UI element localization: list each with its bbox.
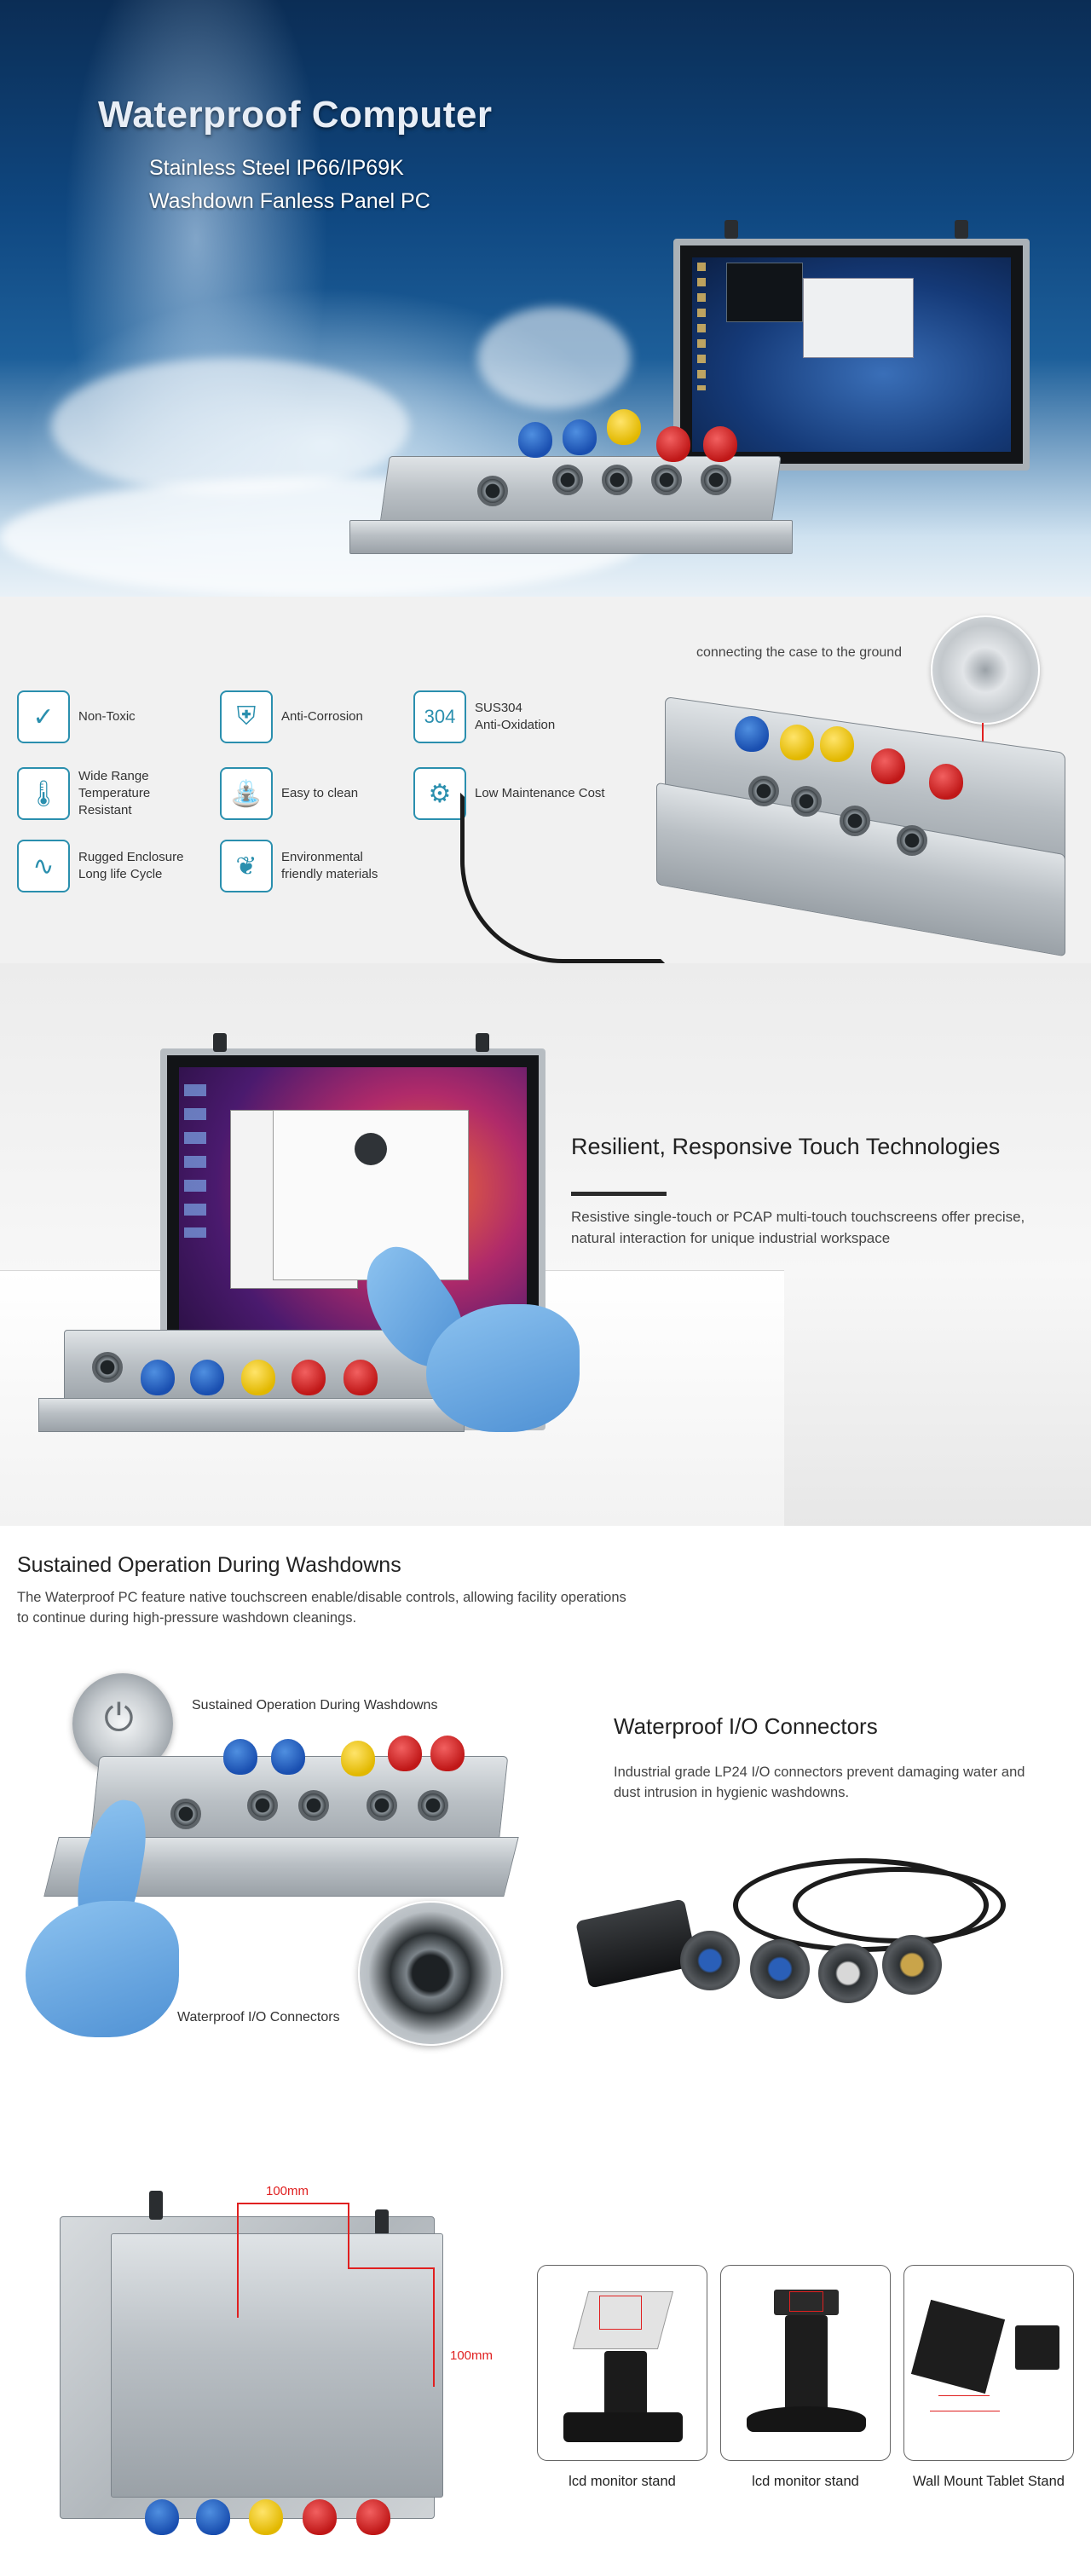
feature-non-toxic	[17, 690, 136, 743]
red-port-cap	[929, 764, 963, 800]
feature-label: Easy to clean	[281, 786, 359, 800]
stand-label-1: lcd monitor stand	[569, 2474, 676, 2489]
water-splash	[51, 358, 409, 494]
spray-icon: ⛲	[220, 767, 273, 820]
desktop-icons	[697, 263, 706, 390]
gear-dollar-icon: ⚙	[413, 767, 466, 820]
red-port-cap	[656, 426, 690, 462]
red-port-cap	[356, 2499, 390, 2535]
mounting-section	[0, 2131, 1091, 2576]
stand-card-2[interactable]	[720, 2265, 891, 2461]
about-window	[273, 1110, 469, 1280]
title-divider	[571, 1192, 667, 1196]
stand-base	[563, 2412, 683, 2442]
dimension-line	[938, 2395, 990, 2396]
gloved-hand	[26, 1901, 179, 2037]
blue-port-cap	[145, 2499, 179, 2535]
wall-mount-bracket	[1015, 2325, 1059, 2370]
waterproof-port	[897, 825, 927, 856]
check-shield-icon: ✓	[17, 690, 70, 743]
features-section	[0, 597, 1091, 963]
feature-easy-clean	[220, 767, 358, 820]
dimension-line	[348, 2203, 349, 2269]
curve-chart-icon: ∿	[17, 840, 70, 892]
yellow-port-cap	[780, 725, 814, 760]
antenna-knob	[213, 1033, 227, 1052]
wall-mount-plate	[911, 2300, 1005, 2394]
antenna-knob	[955, 220, 968, 239]
lp24-connector	[680, 1931, 740, 1990]
yellow-port-cap	[607, 409, 641, 445]
connectors-section	[0, 1654, 1091, 2131]
terminal-window	[726, 263, 803, 322]
os-logo-icon	[355, 1133, 387, 1165]
yellow-port-cap	[249, 2499, 283, 2535]
feature-rugged	[17, 840, 183, 892]
waterproof-port	[367, 1790, 397, 1821]
red-port-cap	[292, 1360, 326, 1395]
blue-port-cap	[563, 419, 597, 455]
stand-base	[747, 2406, 866, 2432]
waterproof-port	[247, 1790, 278, 1821]
red-port-cap	[303, 2499, 337, 2535]
blue-port-cap	[518, 422, 552, 458]
dimension-line	[433, 2267, 435, 2387]
blue-port-cap	[141, 1360, 175, 1395]
stand-card-1[interactable]	[537, 2265, 707, 2461]
stand-label-3: Wall Mount Tablet Stand	[913, 2474, 1065, 2489]
vesa-pattern	[789, 2291, 823, 2312]
blue-port-cap	[196, 2499, 230, 2535]
stand-card-3[interactable]	[903, 2265, 1074, 2461]
feature-anti-corrosion	[220, 690, 363, 743]
rear-cover	[111, 2233, 443, 2498]
dimension-line	[237, 2203, 239, 2318]
waterproof-port	[418, 1790, 448, 1821]
waterproof-port	[791, 786, 822, 817]
waterproof-port	[651, 465, 682, 495]
waterproof-port	[552, 465, 583, 495]
hero-subtitle-line2: Washdown Fanless Panel PC	[149, 189, 430, 213]
hero-subtitle-line1: Stainless Steel IP66/IP69K	[149, 156, 404, 180]
connector-callout: Waterproof I/O Connectors	[177, 2010, 340, 2024]
io-title: Waterproof I/O Connectors	[614, 1713, 878, 1739]
ground-callout: connecting the case to the ground	[696, 645, 903, 660]
touch-section	[0, 963, 1091, 1526]
feature-label: Environmental friendly materials	[281, 850, 378, 881]
cable-bundle	[793, 1867, 1006, 1944]
waterproof-port	[92, 1352, 123, 1383]
ground-screw-closeup	[931, 615, 1040, 725]
waterproof-port	[701, 465, 731, 495]
washdown-callout: Sustained Operation During Washdowns	[192, 1698, 438, 1713]
dimension-line	[348, 2267, 435, 2269]
waterproof-port	[748, 776, 779, 806]
stand-arm	[604, 2351, 647, 2419]
hero-title: Waterproof Computer	[98, 94, 493, 136]
waterproof-port	[602, 465, 632, 495]
vesa-width-label: 100mm	[266, 2184, 309, 2198]
feature-label: Anti-Corrosion	[281, 709, 363, 724]
waterproof-port	[298, 1790, 329, 1821]
dimension-line	[237, 2203, 349, 2204]
antenna-knob	[375, 2209, 389, 2235]
feature-label: Low Maintenance Cost	[475, 786, 605, 800]
feature-label: Non-Toxic	[78, 709, 136, 724]
yellow-port-cap	[820, 726, 854, 762]
blue-port-cap	[190, 1360, 224, 1395]
shield-drops-icon: ⛨	[220, 690, 273, 743]
blue-port-cap	[223, 1739, 257, 1775]
io-description: Industrial grade LP24 I/O connectors prevent damaging water and dust intrusion in hygienic washdowns.	[614, 1765, 1025, 1800]
waterproof-port	[477, 476, 508, 506]
antenna-knob	[724, 220, 738, 239]
mounting-flange	[349, 520, 793, 554]
water-splash	[477, 307, 631, 409]
feature-label: SUS304 Anti-Oxidation	[475, 701, 556, 732]
vesa-height-label: 100mm	[450, 2348, 494, 2363]
mounting-flange	[38, 1398, 465, 1432]
red-port-cap	[871, 748, 905, 784]
waterproof-port	[840, 806, 870, 836]
feature-environmental	[220, 840, 378, 892]
feature-label: Wide Range Temperature Resistant	[78, 769, 151, 817]
connector-closeup	[358, 1901, 503, 2046]
stand-label-2: lcd monitor stand	[752, 2474, 859, 2489]
blue-port-cap	[735, 716, 769, 752]
lp24-connector	[750, 1939, 810, 1999]
vesa-pattern	[599, 2296, 642, 2330]
touch-description: Resistive single-touch or PCAP multi-touch touchscreens offer precise, natural interaction for unique industrial workspace	[571, 1209, 1025, 1246]
red-port-cap	[430, 1736, 465, 1771]
yellow-port-cap	[241, 1360, 275, 1395]
leaf-icon: ❦	[220, 840, 273, 892]
antenna-knob	[476, 1033, 489, 1052]
sus304-icon: 304	[413, 690, 466, 743]
yellow-port-cap	[341, 1741, 375, 1776]
waterproof-port	[170, 1799, 201, 1829]
lp24-connector	[882, 1935, 942, 1995]
red-port-cap	[388, 1736, 422, 1771]
desktop-icons	[184, 1084, 206, 1238]
feature-temperature	[17, 767, 150, 820]
red-port-cap	[343, 1360, 378, 1395]
washdown-description: The Waterproof PC feature native touchscreen enable/disable controls, allowing facility operations to continue during high-pressure washdown cleanings.	[17, 1590, 626, 1626]
feature-sus304	[413, 690, 555, 743]
lp24-connector	[818, 1944, 878, 2003]
washdown-title: Sustained Operation During Washdowns	[17, 1553, 401, 1577]
stand-arm	[785, 2315, 828, 2417]
touch-title: Resilient, Responsive Touch Technologies	[571, 1134, 1001, 1159]
monitor-screen	[692, 257, 1011, 452]
power-adapter	[575, 1898, 698, 1988]
feature-label: Rugged Enclosure Long life Cycle	[78, 850, 184, 881]
antenna-knob	[149, 2191, 163, 2220]
blue-port-cap	[271, 1739, 305, 1775]
thermometer-icon: 🌡	[17, 767, 70, 820]
hero-banner	[0, 0, 1091, 597]
washdown-section	[0, 1526, 1091, 1654]
power-cable	[460, 793, 665, 963]
red-port-cap	[703, 426, 737, 462]
settings-window	[803, 278, 914, 358]
